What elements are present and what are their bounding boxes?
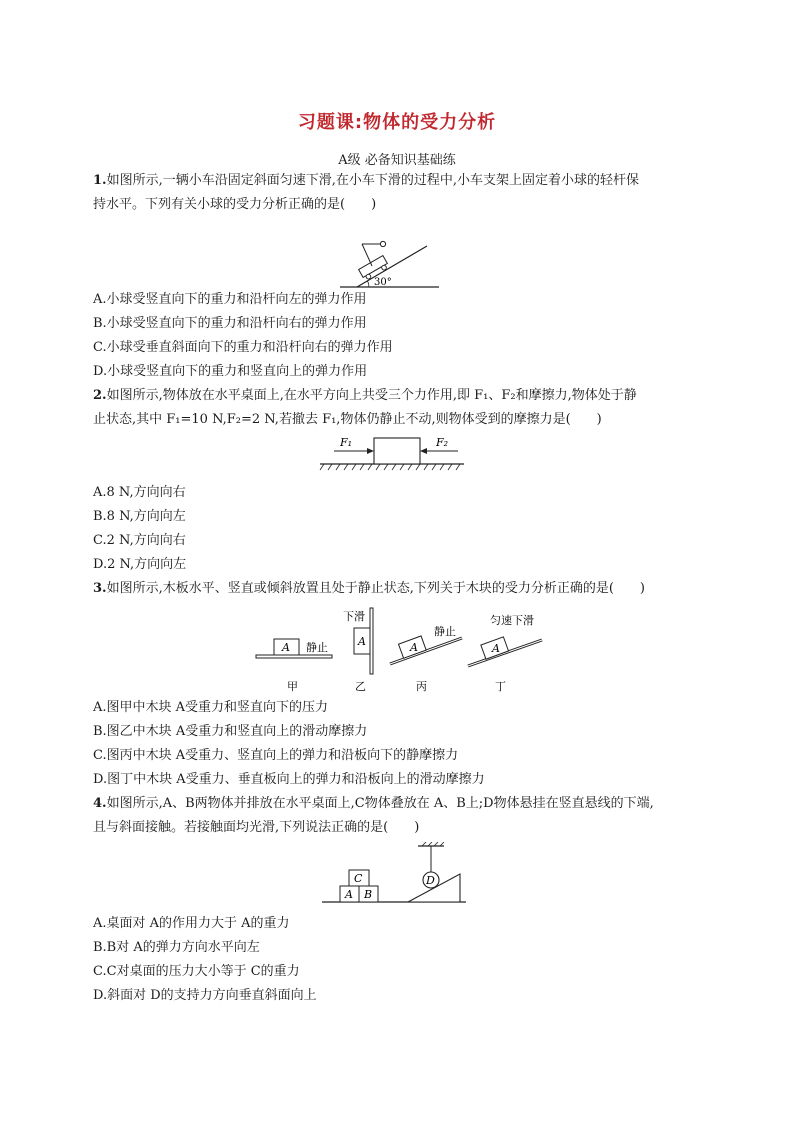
figure-3-ding-block: A bbox=[492, 642, 500, 655]
question-4-option-a: A.桌面对 A的作用力大于 A的重力 bbox=[93, 916, 290, 931]
question-1-option-d: D.小球受竖直向下的重力和竖直向上的弹力作用 bbox=[93, 364, 368, 379]
question-3-option-d: D.图丁中木块 A受重力、垂直板向上的弹力和沿板向上的滑动摩擦力 bbox=[93, 772, 485, 787]
question-3-line-1: 3.如图所示,木板水平、竖直或倾斜放置且处于静止状态,下列关于木块的受力分析正确的是( ) bbox=[93, 581, 645, 596]
question-2-option-d: D.2 N,方向向左 bbox=[93, 557, 187, 572]
figure-2-f2-label: F₂ bbox=[436, 436, 449, 449]
figure-2-f1-label: F₁ bbox=[340, 436, 353, 449]
question-4-option-d: D.斜面对 D的支持力方向垂直斜面向上 bbox=[93, 988, 317, 1003]
figure-3-yi-state: 下滑 bbox=[343, 610, 365, 623]
question-3-option-c: C.图丙中木块 A受重力、竖直向上的弹力和沿板向下的静摩擦力 bbox=[93, 748, 459, 763]
figure-4-d-label: D bbox=[426, 874, 435, 887]
figure-4-a-label: A bbox=[345, 888, 353, 901]
question-3-option-b: B.图乙中木块 A受重力和竖直向上的滑动摩擦力 bbox=[93, 724, 368, 739]
question-2-option-c: C.2 N,方向向右 bbox=[93, 533, 186, 548]
question-1-option-a: A.小球受竖直向下的重力和沿杆向左的弹力作用 bbox=[93, 292, 367, 307]
section-heading: A级 必备知识基础练 bbox=[338, 153, 456, 168]
question-4-line-2: 且与斜面接触。若接触面均光滑,下列说法正确的是( ) bbox=[93, 820, 420, 835]
question-4-number: 4. bbox=[93, 796, 107, 811]
question-1-line-1: 1.如图所示,一辆小车沿固定斜面匀速下滑,在小车下滑的过程中,小车支架上固定着小球的轻杆保 bbox=[93, 173, 639, 188]
figure-3-ding-state: 匀速下滑 bbox=[490, 614, 534, 627]
figure-3-bing-state: 静止 bbox=[434, 625, 456, 638]
figure-3-caption-ding: 丁 bbox=[495, 680, 506, 692]
figure-1-angle-label: 30° bbox=[374, 277, 392, 288]
question-2-line-2: 止状态,其中 F₁=10 N,F₂=2 N,若撤去 F₁,物体仍静止不动,则物体受到的摩擦力是( ) bbox=[93, 412, 602, 427]
figure-3-caption-bing: 丙 bbox=[416, 680, 427, 692]
figure-3-jia-state: 静止 bbox=[306, 641, 328, 654]
question-2-option-b: B.8 N,方向向左 bbox=[93, 509, 186, 524]
question-1-number: 1. bbox=[93, 173, 107, 188]
question-1-option-b: B.小球受竖直向下的重力和沿杆向右的弹力作用 bbox=[93, 316, 367, 331]
figure-3-four-boards bbox=[250, 604, 550, 692]
figure-3-yi-block: A bbox=[358, 635, 366, 648]
question-3-option-a: A.图甲中木块 A受重力和竖直向下的压力 bbox=[93, 700, 329, 715]
question-1-line-2: 持水平。下列有关小球的受力分析正确的是( ) bbox=[93, 197, 377, 212]
figure-4-b-label: B bbox=[364, 888, 373, 901]
question-2-number: 2. bbox=[93, 388, 107, 403]
figure-3-caption-yi: 乙 bbox=[355, 680, 366, 692]
figure-3-jia-block: A bbox=[282, 641, 290, 654]
figure-4-blocks-and-ball bbox=[320, 842, 470, 908]
question-1-option-c: C.小球受垂直斜面向下的重力和沿杆向右的弹力作用 bbox=[93, 340, 393, 355]
question-2-option-a: A.8 N,方向向右 bbox=[93, 485, 186, 500]
question-4-option-b: B.B对 A的弹力方向水平向左 bbox=[93, 940, 260, 955]
question-3-number: 3. bbox=[93, 581, 107, 596]
question-4-option-c: C.C对桌面的压力大小等于 C的重力 bbox=[93, 964, 300, 979]
figure-3-bing-block: A bbox=[410, 641, 418, 654]
figure-3-caption-jia: 甲 bbox=[287, 680, 298, 692]
figure-1-cart-on-incline bbox=[335, 236, 445, 290]
figure-2-block-with-forces bbox=[318, 432, 466, 476]
question-4-line-1: 4.如图所示,A、B两物体并排放在水平桌面上,C物体叠放在 A、B上;D物体悬挂在竖直悬线的下端, bbox=[93, 796, 654, 811]
question-2-line-1: 2.如图所示,物体放在水平桌面上,在水平方向上共受三个力作用,即 F₁、F₂和摩擦力,物体处于静 bbox=[93, 388, 637, 403]
figure-4-c-label: C bbox=[354, 872, 363, 885]
page-title: 习题课:物体的受力分析 bbox=[297, 112, 497, 133]
